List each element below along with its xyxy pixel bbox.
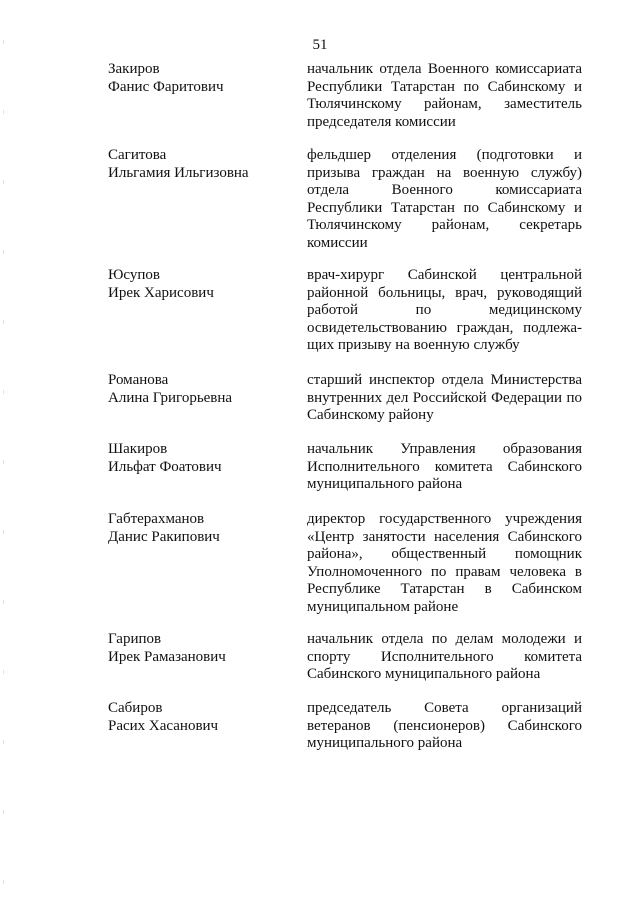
member-given-name: Ирек Рамазанович bbox=[108, 648, 226, 665]
member-name bbox=[108, 372, 283, 407]
member-given-name: Фанис Фаритович bbox=[108, 78, 224, 95]
member-surname: Сабиров bbox=[108, 700, 163, 716]
member-surname: Романова bbox=[108, 372, 169, 388]
member-role: директор государственного учреждения «Центр занятости населения Сабинского района», общественный помощник Уполномоченного по правам человека в Республике Татарстан в Сабинском муниципальном районе bbox=[307, 511, 582, 615]
member-role: врач-хирург Сабинской центральной районной больницы, врач, руководящий работой по медицинскому освидетельствованию граждан, подлежащих призыву на военную службу bbox=[307, 267, 582, 354]
member-name bbox=[108, 267, 283, 302]
member-name bbox=[108, 147, 283, 182]
member-role: старший инспектор отдела Министерства внутренних дел Российской Федерации по Сабинскому району bbox=[307, 372, 582, 424]
member-name bbox=[108, 441, 283, 476]
member-surname: Гарипов bbox=[108, 631, 162, 647]
member-role: фельдшер отделения (подготовки и призыва граждан на военную службу) отдела Военного комиссариата Республики Татарстан по Сабинскому и Тюлячинскому районам, секретарь комиссии bbox=[307, 147, 582, 251]
member-given-name: Ильгамия Ильгизовна bbox=[108, 164, 249, 181]
member-surname: Сагитова bbox=[108, 147, 167, 163]
member-name bbox=[108, 511, 283, 546]
member-role: начальник отдела по делам молодежи и спорту Исполнительного комитета Сабинского муниципального района bbox=[307, 631, 582, 683]
member-surname: Габтерахманов bbox=[108, 511, 205, 527]
member-name bbox=[108, 631, 283, 666]
member-given-name: Ильфат Фоатович bbox=[108, 458, 222, 475]
member-role: начальник Управления образования Исполнительного комитета Сабинского муниципального района bbox=[307, 441, 582, 493]
member-surname: Юсупов bbox=[108, 267, 160, 283]
member-surname: Закиров bbox=[108, 61, 160, 77]
page-number: 51 bbox=[312, 37, 328, 53]
member-name bbox=[108, 61, 283, 96]
member-role: председатель Совета организаций ветеранов (пенсионеров) Сабинского муниципального района bbox=[307, 700, 582, 752]
member-given-name: Алина Григорьевна bbox=[108, 389, 233, 406]
member-role: начальник отдела Военного комиссариата Республики Татарстан по Сабинскому и Тюлячинскому районам, заместитель председателя комиссии bbox=[307, 61, 582, 130]
member-given-name: Данис Ракипович bbox=[108, 528, 220, 545]
member-surname: Шакиров bbox=[108, 441, 168, 457]
scan-edge-artifact bbox=[3, 0, 4, 905]
member-given-name: Ирек Харисович bbox=[108, 284, 214, 301]
member-given-name: Расих Хасанович bbox=[108, 717, 219, 734]
member-name bbox=[108, 700, 283, 735]
